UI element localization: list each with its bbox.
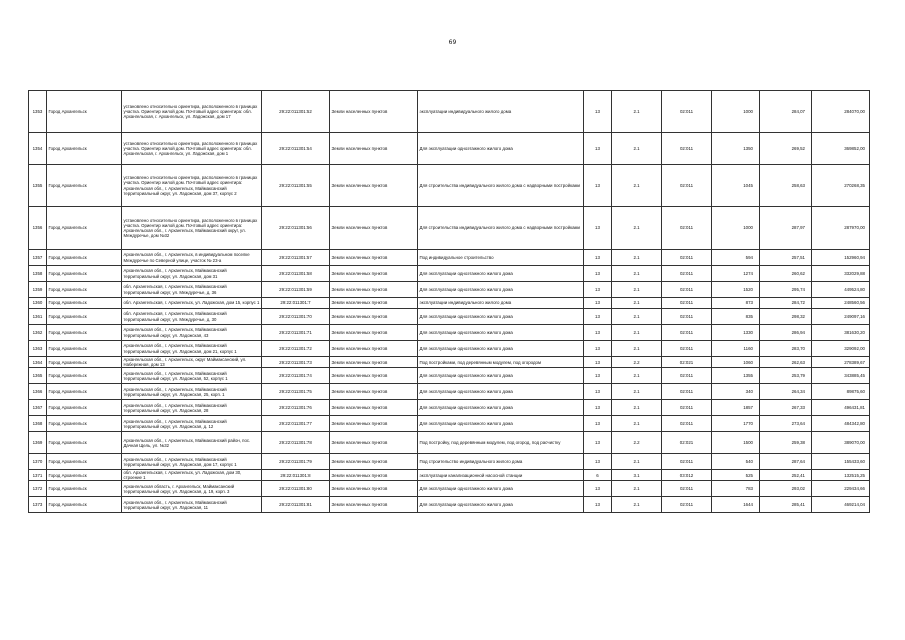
row-specific-value: 258,63 <box>760 165 812 207</box>
row-cadastral-value: 248560,56 <box>812 298 870 309</box>
row-use-group: 13 <box>584 368 612 384</box>
row-address: Архангельская обл., г. Архангельск, Маймаксанский территориальный округ, ул. Ладожская, 11 <box>122 497 262 513</box>
row-cadastral-value: 389070,00 <box>812 432 870 454</box>
row-area: 1350 <box>712 133 760 165</box>
row-class: 2.1 <box>612 416 662 432</box>
row-number: 1370 <box>29 454 47 470</box>
table-row <box>29 133 870 165</box>
row-use-group: 13 <box>584 454 612 470</box>
row-municipality: Город Архангельск <box>47 341 122 357</box>
row-class: 2.1 <box>612 400 662 416</box>
row-code: 02:011 <box>662 368 712 384</box>
row-use-group: 13 <box>584 266 612 282</box>
row-permitted-use: Для эксплуатации одноэтажного жилого дома <box>418 384 584 400</box>
table-row <box>29 282 870 298</box>
table-row <box>29 91 870 133</box>
row-specific-value: 260,62 <box>760 266 812 282</box>
table-row <box>29 368 870 384</box>
row-class: 2.1 <box>612 341 662 357</box>
row-specific-value: 259,38 <box>760 432 812 454</box>
row-number: 1372 <box>29 481 47 497</box>
row-municipality: Город Архангельск <box>47 357 122 368</box>
row-address: Архангельская обл., г. Архангельск, Маймаксанский территориальный округ, ул. Ладожская, 52, корпус 1 <box>122 368 262 384</box>
row-permitted-use: Под индивидуальное строительство <box>418 250 584 266</box>
row-use-group: 13 <box>584 384 612 400</box>
row-address: установлено относительно ориентира, расположенного в границах участка. Ориентир жилой дом. Почтовый адрес ориентира: обл. Архангельская, г. Архангельск, ул. Ладожская, дом 17 <box>122 91 262 133</box>
row-code: 03:012 <box>662 470 712 481</box>
row-use-group: 13 <box>584 416 612 432</box>
row-address: Архангельская область, г. Архангельск, Маймаксанский территориальный округ, ул. Ладожская, д. 19, корп. 3 <box>122 481 262 497</box>
row-address: установлено относительно ориентира, расположенного в границах участка. Ориентир жилой дом. Почтовый адрес ориентира: Архангельская обл., г. Архангельск, Маймаксанский округ, ул. Междуречье, дом №32 <box>122 207 262 250</box>
row-address: установлено относительно ориентира, расположенного в границах участка. Ориентир жилой дом. Почтовый адрес ориентира: Архангельская обл., г. Архангельск, Маймаксанский территориальный округ, ул. Ладожская, дом 37, корпус 2 <box>122 165 262 207</box>
row-cadastral-value: 89875,60 <box>812 384 870 400</box>
row-land-category: Земли населенных пунктов <box>330 400 418 416</box>
row-cadastral-number: 29:22:011301:8 <box>262 470 330 481</box>
row-specific-value: 253,79 <box>760 368 812 384</box>
row-code: 02:011 <box>662 497 712 513</box>
row-cadastral-number: 29:22:011301:52 <box>262 91 330 133</box>
row-land-category: Земли населенных пунктов <box>330 357 418 368</box>
row-land-category: Земли населенных пунктов <box>330 481 418 497</box>
table-row <box>29 400 870 416</box>
row-cadastral-number: 29:22:011301:70 <box>262 309 330 325</box>
row-cadastral-number: 29:22:011301:79 <box>262 454 330 470</box>
row-cadastral-value: 332029,88 <box>812 266 870 282</box>
row-cadastral-value: 369852,00 <box>812 133 870 165</box>
row-code: 02:011 <box>662 481 712 497</box>
row-cadastral-value: 496431,81 <box>812 400 870 416</box>
row-municipality: Город Архангельск <box>47 325 122 341</box>
row-class: 2.1 <box>612 282 662 298</box>
row-address: обл. Архангельская, г. Архангельск, ул. Ладожская, дом 15, корпус 1 <box>122 298 262 309</box>
row-class: 2.1 <box>612 91 662 133</box>
row-land-category: Земли населенных пунктов <box>330 133 418 165</box>
row-cadastral-number: 29:22:011301:77 <box>262 416 330 432</box>
row-address: Архангельская обл., г. Архангельск, Маймаксанский территориальный округ, ул. Ладожская, 43 <box>122 325 262 341</box>
row-area: 835 <box>712 309 760 325</box>
row-cadastral-value: 152960,94 <box>812 250 870 266</box>
row-permitted-use: Для эксплуатации одноэтажного жилого дома <box>418 133 584 165</box>
row-class: 2.1 <box>612 207 662 250</box>
row-number: 1373 <box>29 497 47 513</box>
row-permitted-use: Для эксплуатации одноэтажного жилого дома <box>418 497 584 513</box>
row-code: 02:011 <box>662 165 712 207</box>
row-area: 1045 <box>712 165 760 207</box>
row-specific-value: 298,32 <box>760 309 812 325</box>
row-number: 1353 <box>29 91 47 133</box>
row-municipality: Город Архангельск <box>47 454 122 470</box>
row-number: 1361 <box>29 309 47 325</box>
row-use-group: 6 <box>584 470 612 481</box>
row-land-category: Земли населенных пунктов <box>330 266 418 282</box>
row-land-category: Земли населенных пунктов <box>330 207 418 250</box>
row-class: 2.2 <box>612 432 662 454</box>
row-specific-value: 283,70 <box>760 341 812 357</box>
row-use-group: 13 <box>584 309 612 325</box>
row-specific-value: 286,94 <box>760 325 812 341</box>
row-specific-value: 285,41 <box>760 497 812 513</box>
row-use-group: 13 <box>584 298 612 309</box>
row-land-category: Земли населенных пунктов <box>330 325 418 341</box>
table-row <box>29 325 870 341</box>
row-permitted-use: эксплуатации индивидуального жилого дома <box>418 91 584 133</box>
row-permitted-use: Для эксплуатации одноэтажного жилого дома <box>418 416 584 432</box>
row-use-group: 13 <box>584 250 612 266</box>
row-class: 2.1 <box>612 497 662 513</box>
row-cadastral-value: 469214,04 <box>812 497 870 513</box>
row-cadastral-number: 29:22:011301:58 <box>262 266 330 282</box>
row-address: Архангельская обл., г. Архангельск, Маймаксанский территориальный округ, ул. Ладожская, 28 <box>122 400 262 416</box>
row-use-group: 13 <box>584 282 612 298</box>
row-land-category: Земли населенных пунктов <box>330 497 418 513</box>
table-row <box>29 341 870 357</box>
row-cadastral-value: 229434,66 <box>812 481 870 497</box>
row-code: 02:011 <box>662 133 712 165</box>
table-row <box>29 298 870 309</box>
row-use-group: 13 <box>584 207 612 250</box>
row-area: 783 <box>712 481 760 497</box>
row-number: 1355 <box>29 165 47 207</box>
row-code: 02:011 <box>662 282 712 298</box>
row-code: 02:011 <box>662 384 712 400</box>
row-number: 1354 <box>29 133 47 165</box>
row-land-category: Земли населенных пунктов <box>330 470 418 481</box>
row-cadastral-value: 278389,67 <box>812 357 870 368</box>
row-permitted-use: Под постройку, под деревянным модулем, под огород, под расчистку <box>418 432 584 454</box>
row-specific-value: 284,07 <box>760 91 812 133</box>
row-address: Архангельская обл., г. Архангельск, Маймаксанский территориальный округ, ул. Ладожская, дом 21, корпус 1 <box>122 341 262 357</box>
row-cadastral-number: 29:22:011301:73 <box>262 357 330 368</box>
row-cadastral-value: 155433,60 <box>812 454 870 470</box>
page-number: 69 <box>448 39 457 46</box>
row-area: 1857 <box>712 400 760 416</box>
row-cadastral-value: 484342,80 <box>812 416 870 432</box>
table-row <box>29 470 870 481</box>
row-area: 1274 <box>712 266 760 282</box>
row-permitted-use: Для эксплуатации одноэтажного жилого дома <box>418 400 584 416</box>
row-cadastral-value: 249097,16 <box>812 309 870 325</box>
row-number: 1367 <box>29 400 47 416</box>
row-land-category: Земли населенных пунктов <box>330 91 418 133</box>
row-address: обл. Архангельская, г. Архангельск, Маймаксанский территориальный округ, ул. Междуречье, д. 30 <box>122 309 262 325</box>
row-number: 1362 <box>29 325 47 341</box>
row-code: 02:021 <box>662 432 712 454</box>
table-row <box>29 454 870 470</box>
row-specific-value: 262,63 <box>760 357 812 368</box>
row-land-category: Земли населенных пунктов <box>330 432 418 454</box>
row-cadastral-number: 29:22:011301:75 <box>262 384 330 400</box>
row-specific-value: 295,74 <box>760 282 812 298</box>
row-number: 1369 <box>29 432 47 454</box>
row-municipality: Город Архангельск <box>47 266 122 282</box>
row-address: Архангельская обл., г. Архангельск, Маймаксанский территориальный округ, ул. Ладожская, дом 31 <box>122 266 262 282</box>
row-number: 1356 <box>29 207 47 250</box>
table-row <box>29 416 870 432</box>
row-cadastral-value: 329092,00 <box>812 341 870 357</box>
row-area: 1770 <box>712 416 760 432</box>
row-cadastral-value: 270268,35 <box>812 165 870 207</box>
row-permitted-use: эксплуатации индивидуального жилого дома <box>418 298 584 309</box>
row-area: 525 <box>712 470 760 481</box>
row-class: 2.1 <box>612 250 662 266</box>
row-land-category: Земли населенных пунктов <box>330 165 418 207</box>
row-area: 1500 <box>712 432 760 454</box>
row-land-category: Земли населенных пунктов <box>330 454 418 470</box>
row-code: 02:011 <box>662 400 712 416</box>
row-cadastral-number: 29:22:011301:71 <box>262 325 330 341</box>
row-area: 1060 <box>712 357 760 368</box>
table-row <box>29 165 870 207</box>
row-number: 1371 <box>29 470 47 481</box>
row-use-group: 13 <box>584 325 612 341</box>
row-use-group: 13 <box>584 341 612 357</box>
table-row <box>29 309 870 325</box>
row-cadastral-value: 381630,20 <box>812 325 870 341</box>
row-number: 1357 <box>29 250 47 266</box>
row-class: 2.1 <box>612 454 662 470</box>
row-specific-value: 293,02 <box>760 481 812 497</box>
row-address: Архангельская обл., г. Архангельск, Маймаксанский территориальный округ, ул. Ладожская, дом 17, корпус 1 <box>122 454 262 470</box>
row-permitted-use: Для эксплуатации одноэтажного жилого дома <box>418 481 584 497</box>
row-code: 02:011 <box>662 454 712 470</box>
row-municipality: Город Архангельск <box>47 432 122 454</box>
row-number: 1363 <box>29 341 47 357</box>
row-cadastral-value: 287970,00 <box>812 207 870 250</box>
row-permitted-use: Для эксплуатации одноэтажного жилого дома <box>418 341 584 357</box>
row-cadastral-number: 29:22:011301:78 <box>262 432 330 454</box>
cadastral-value-table <box>28 90 870 513</box>
row-land-category: Земли населенных пунктов <box>330 341 418 357</box>
row-address: Архангельская обл., г. Архангельск, в индивидуальном поселке Междуречье по Северной улице, участок № 23-а <box>122 250 262 266</box>
row-area: 1000 <box>712 207 760 250</box>
row-cadastral-number: 29:22:011301:54 <box>262 133 330 165</box>
row-municipality: Город Архангельск <box>47 133 122 165</box>
row-use-group: 13 <box>584 497 612 513</box>
row-use-group: 13 <box>584 357 612 368</box>
row-address: обл. Архангельская, г. Архангельск, Маймаксанский территориальный округ, ул. Междуречье, д. 36 <box>122 282 262 298</box>
row-number: 1366 <box>29 384 47 400</box>
row-code: 02:021 <box>662 357 712 368</box>
row-municipality: Город Архангельск <box>47 497 122 513</box>
row-specific-value: 287,64 <box>760 454 812 470</box>
row-cadastral-number: 29:22:011301:76 <box>262 400 330 416</box>
row-cadastral-value: 343885,45 <box>812 368 870 384</box>
row-municipality: Город Архангельск <box>47 400 122 416</box>
row-area: 594 <box>712 250 760 266</box>
row-cadastral-number: 29:22:011301:74 <box>262 368 330 384</box>
row-address: установлено относительно ориентира, расположенного в границах участка. Ориентир жилой дом. Почтовый адрес ориентира: обл. Архангельская, г. Архангельск, ул. Ладожская, дом 1 <box>122 133 262 165</box>
row-cadastral-number: 29:22:011301:81 <box>262 497 330 513</box>
row-address: Архангельская обл., г. Архангельск, Маймаксанский район, пос. Дачная Щель, ул. №32 <box>122 432 262 454</box>
row-code: 02:011 <box>662 341 712 357</box>
row-address: Архангельская обл., г. Архангельск, округ Маймаксанский, ул. Набережная, дом 13 <box>122 357 262 368</box>
row-use-group: 13 <box>584 481 612 497</box>
row-use-group: 13 <box>584 133 612 165</box>
row-use-group: 13 <box>584 165 612 207</box>
row-specific-value: 273,64 <box>760 416 812 432</box>
row-area: 1520 <box>712 282 760 298</box>
row-municipality: Город Архангельск <box>47 91 122 133</box>
row-land-category: Земли населенных пунктов <box>330 298 418 309</box>
row-code: 02:011 <box>662 266 712 282</box>
row-area: 1644 <box>712 497 760 513</box>
row-cadastral-value: 132515,25 <box>812 470 870 481</box>
row-class: 2.1 <box>612 325 662 341</box>
table-body <box>29 91 870 513</box>
row-permitted-use: Для эксплуатации одноэтажного жилого дома <box>418 282 584 298</box>
row-number: 1365 <box>29 368 47 384</box>
row-land-category: Земли населенных пунктов <box>330 368 418 384</box>
row-specific-value: 264,34 <box>760 384 812 400</box>
row-class: 2.1 <box>612 266 662 282</box>
row-area: 540 <box>712 454 760 470</box>
row-permitted-use: Для эксплуатации одноэтажного жилого дома <box>418 309 584 325</box>
row-code: 02:011 <box>662 207 712 250</box>
row-number: 1358 <box>29 266 47 282</box>
row-permitted-use: эксплуатации канализационной насосной станции <box>418 470 584 481</box>
row-municipality: Город Архангельск <box>47 309 122 325</box>
row-municipality: Город Архангельск <box>47 250 122 266</box>
row-land-category: Земли населенных пунктов <box>330 384 418 400</box>
row-address: Архангельская обл., г. Архангельск, Маймаксанский территориальный округ, ул. Ладожская, д. 12 <box>122 416 262 432</box>
row-specific-value: 269,52 <box>760 133 812 165</box>
row-specific-value: 252,41 <box>760 470 812 481</box>
row-code: 02:011 <box>662 91 712 133</box>
table-row <box>29 481 870 497</box>
table-row <box>29 432 870 454</box>
row-class: 2.1 <box>612 481 662 497</box>
row-area: 1355 <box>712 368 760 384</box>
row-permitted-use: Под строительство индивидуального жилого дома <box>418 454 584 470</box>
row-cadastral-number: 29:22:011301:72 <box>262 341 330 357</box>
row-area: 340 <box>712 384 760 400</box>
row-number: 1368 <box>29 416 47 432</box>
row-specific-value: 284,72 <box>760 298 812 309</box>
table-row <box>29 357 870 368</box>
row-municipality: Город Архангельск <box>47 165 122 207</box>
row-municipality: Город Архангельск <box>47 416 122 432</box>
row-cadastral-value: 284070,00 <box>812 91 870 133</box>
row-cadastral-number: 29:22:011301:59 <box>262 282 330 298</box>
row-municipality: Город Архангельск <box>47 470 122 481</box>
row-land-category: Земли населенных пунктов <box>330 416 418 432</box>
row-cadastral-number: 29:22:011301:7 <box>262 298 330 309</box>
row-address: Архангельская обл., г. Архангельск, Маймаксанский территориальный округ, ул. Ладожская, 25, корп. 1 <box>122 384 262 400</box>
row-code: 02:011 <box>662 325 712 341</box>
row-land-category: Земли населенных пунктов <box>330 282 418 298</box>
row-municipality: Город Архангельск <box>47 368 122 384</box>
row-municipality: Город Архангельск <box>47 298 122 309</box>
row-code: 02:011 <box>662 250 712 266</box>
row-cadastral-value: 449524,80 <box>812 282 870 298</box>
row-class: 2.1 <box>612 384 662 400</box>
table-row <box>29 266 870 282</box>
row-specific-value: 257,51 <box>760 250 812 266</box>
row-specific-value: 267,33 <box>760 400 812 416</box>
table-row <box>29 207 870 250</box>
row-area: 1160 <box>712 341 760 357</box>
row-class: 2.1 <box>612 133 662 165</box>
row-code: 02:011 <box>662 298 712 309</box>
row-class: 2.2 <box>612 357 662 368</box>
row-municipality: Город Архангельск <box>47 384 122 400</box>
row-cadastral-number: 29:22:011301:55 <box>262 165 330 207</box>
row-permitted-use: Для строительства индивидуального жилого дома с надворными постройками <box>418 207 584 250</box>
row-municipality: Город Архангельск <box>47 481 122 497</box>
row-number: 1359 <box>29 282 47 298</box>
row-cadastral-number: 29:22:011301:56 <box>262 207 330 250</box>
row-land-category: Земли населенных пунктов <box>330 309 418 325</box>
row-municipality: Город Архангельск <box>47 282 122 298</box>
row-municipality: Город Архангельск <box>47 207 122 250</box>
row-class: 3.1 <box>612 470 662 481</box>
table-row <box>29 497 870 513</box>
row-area: 873 <box>712 298 760 309</box>
row-code: 02:011 <box>662 416 712 432</box>
row-permitted-use: Для эксплуатации одноэтажного жилого дома <box>418 266 584 282</box>
row-permitted-use: Для строительства индивидуального жилого дома с надворными постройками <box>418 165 584 207</box>
row-code: 02:011 <box>662 309 712 325</box>
row-permitted-use: Под постройками, под деревянным модулем, под огородом <box>418 357 584 368</box>
table-row <box>29 250 870 266</box>
row-area: 1000 <box>712 91 760 133</box>
row-land-category: Земли населенных пунктов <box>330 250 418 266</box>
row-permitted-use: Для эксплуатации одноэтажного жилого дома <box>418 325 584 341</box>
row-number: 1364 <box>29 357 47 368</box>
row-address: обл. Архангельская, г. Архангельск, ул. Ладожская, дом 30, строение 1 <box>122 470 262 481</box>
row-use-group: 13 <box>584 91 612 133</box>
row-specific-value: 287,97 <box>760 207 812 250</box>
row-cadastral-number: 29:22:011301:80 <box>262 481 330 497</box>
row-cadastral-number: 29:22:011301:57 <box>262 250 330 266</box>
row-class: 2.1 <box>612 298 662 309</box>
row-use-group: 13 <box>584 400 612 416</box>
row-use-group: 13 <box>584 432 612 454</box>
table-row <box>29 384 870 400</box>
row-number: 1360 <box>29 298 47 309</box>
row-area: 1330 <box>712 325 760 341</box>
row-class: 2.1 <box>612 309 662 325</box>
row-permitted-use: Для эксплуатации одноэтажного жилого дома <box>418 368 584 384</box>
row-class: 2.1 <box>612 165 662 207</box>
row-class: 2.1 <box>612 368 662 384</box>
